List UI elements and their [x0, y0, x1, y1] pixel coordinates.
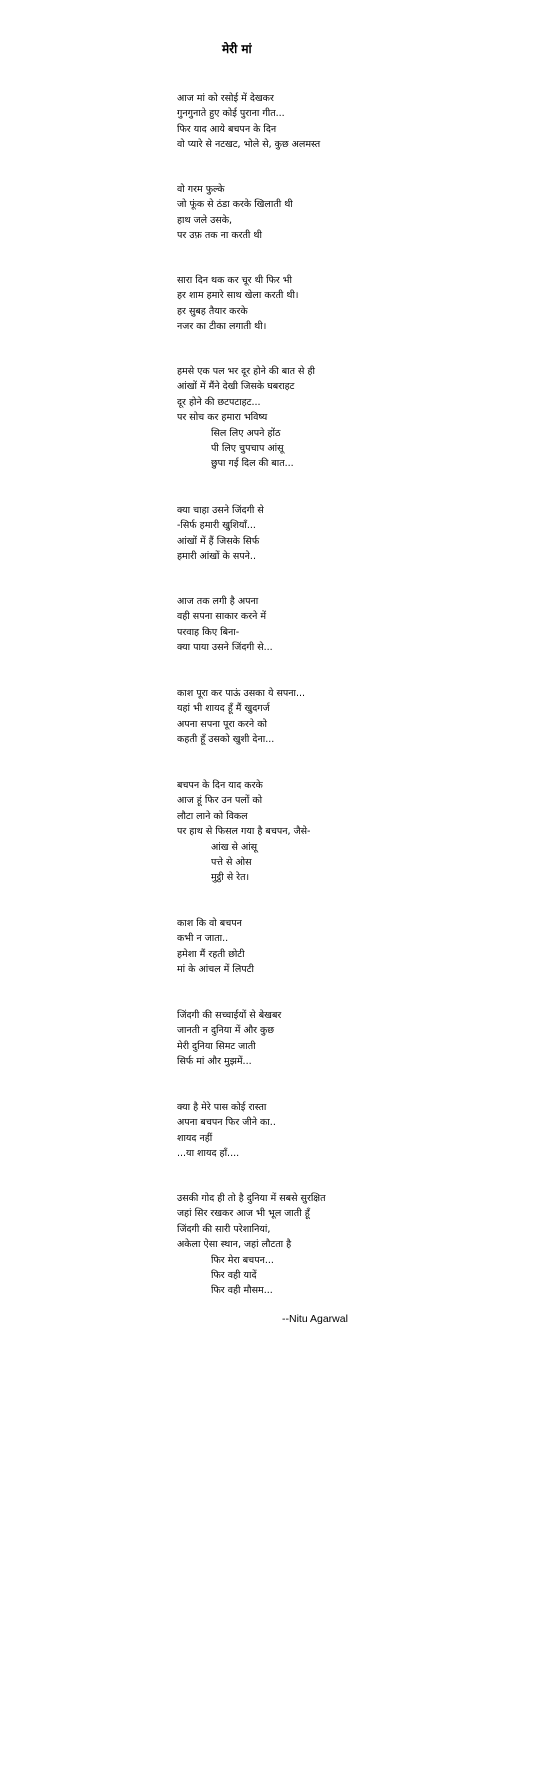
poem-line: काश कि वो बचपन	[177, 918, 242, 929]
stanza	[177, 91, 320, 153]
poem-line: आंखों में मैंने देखी जिसके घबराहट	[177, 381, 295, 393]
poem-line: जहां सिर रखकर आज भी भूल जाती हूँ	[177, 1208, 310, 1220]
poem-line: अपना सपना पूरा करने को	[177, 718, 267, 730]
poem-line: सारा दिन थक कर चूर थी फिर भी	[177, 275, 292, 286]
stanza	[177, 364, 315, 472]
stanza	[177, 273, 299, 335]
stanza	[177, 182, 293, 244]
poem-line: फिर मेरा बचपन...	[211, 1254, 274, 1266]
poem-line: वो गरम फुल्के	[177, 184, 225, 195]
poem-line: जिंदगी की सारी परेशानियां,	[177, 1223, 271, 1235]
poem-line: शायद नहीं	[177, 1132, 213, 1144]
poem-line: वो प्यारे से नटखट, भोले से, कुछ अलमस्त	[177, 139, 321, 151]
poem-line: -सिर्फ हमारी खुशियाँ...	[177, 520, 256, 532]
poem-line: आंख से आंसू	[211, 841, 258, 853]
poem-line: आज मां को रसोई में देखकर	[177, 93, 274, 104]
poem-line: मां के आंचल में लिपटी	[177, 964, 254, 976]
poem-line: पर हाथ से फिसल गया है बचपन, जैसे-	[177, 826, 311, 838]
poem-line: आज हूं फिर उन पलों को	[177, 795, 263, 807]
stanza	[177, 503, 264, 565]
author-signature: --Nitu Agarwal	[282, 1313, 348, 1325]
poem-line: हर सुबह तैयार करके	[177, 305, 248, 317]
poem-line: दूर होने की छटपटाहट...	[177, 396, 261, 408]
poem-line: जिंदगी की सच्चाईयों से बेखबर	[177, 1010, 282, 1021]
poem-line: यहां भी शायद हूँ मैं खुदगर्ज	[177, 703, 270, 715]
poem-line: हमेशा मैं रहती छोटी	[177, 948, 245, 960]
stanza	[177, 916, 254, 978]
poem-line: हाथ जले उसके,	[177, 214, 233, 226]
poem-line: गुनगुनाते हुए कोई पुराना गीत...	[177, 108, 285, 120]
poem-line: हमारी आंखों के सपने..	[177, 551, 256, 563]
poem-line: फिर याद आये बचपन के दिन	[177, 123, 277, 135]
poem-line: ...या शायद हाँ....	[177, 1148, 240, 1160]
poem-line: लौटा लाने को विकल	[177, 810, 248, 822]
poem-line: मेरी दुनिया सिमट जाती	[177, 1040, 256, 1052]
poem-line: जानती न दुनिया में और कुछ	[177, 1025, 275, 1037]
poem-line: पर उफ़ तक ना करती थी	[177, 230, 262, 242]
poem-line: पत्ते से ओस	[211, 856, 252, 868]
stanza	[177, 1100, 276, 1162]
poem-line: कहती हूँ उसको खुशी देना...	[177, 734, 275, 746]
stanza	[177, 1008, 281, 1070]
poem-line: फिर वही मौसम...	[211, 1285, 273, 1297]
poem-line: क्या चाहा उसने जिंदगी से	[177, 505, 264, 516]
stanza	[177, 686, 305, 748]
poem-title: मेरी मां	[222, 42, 252, 56]
stanza	[177, 1191, 326, 1299]
poem-line: नजर का टीका लगाती थी।	[177, 321, 267, 333]
poem-line: आंखों में हैं जिसके सिर्फ	[177, 535, 260, 547]
poem-line: क्या है मेरे पास कोई रास्ता	[177, 1102, 267, 1113]
poem-line: अकेला ऐसा स्थान, जहां लौटता है	[177, 1239, 292, 1251]
poem-line: काश पूरा कर पाऊं उसका ये सपना...	[177, 688, 306, 699]
stanza	[177, 778, 310, 886]
poem-line: वही सपना साकार करने में	[177, 611, 267, 623]
poem-line: कभी न जाता..	[177, 933, 229, 945]
poem-line: बचपन के दिन याद करके	[177, 780, 263, 791]
poem-line: अपना बचपन फिर जीने का..	[177, 1117, 276, 1129]
poem-line: मुट्ठी से रेत।	[211, 872, 250, 884]
poem-line: जो फूंक से ठंडा करके खिलाती थी	[177, 199, 293, 211]
poem-line: सिल लिए अपने होंठ	[211, 427, 281, 439]
poem-line: हमसे एक पल भर दूर होने की बात से ही	[177, 366, 315, 377]
poem-line: आज तक लगी है अपना	[177, 596, 259, 607]
poem-line: परवाह किए बिना-	[177, 626, 240, 638]
poem-line: पी लिए चुपचाप आंसू	[211, 442, 284, 454]
poem-line: सिर्फ मां और मुझमें...	[177, 1056, 252, 1068]
poem-line: फिर वही यादें	[211, 1269, 257, 1281]
poem-line: क्या पाया उसने जिंदगी से...	[177, 642, 273, 654]
stanza	[177, 594, 273, 656]
poem-line: हर शाम हमारे साथ खेला करती थी।	[177, 290, 299, 302]
poem-line: पर सोच कर हमारा भविष्य	[177, 412, 268, 424]
poem-line: उसकी गोद ही तो है दुनिया में सबसे सुरक्षित	[177, 1193, 326, 1204]
poem-line: छुपा गई दिल की बात...	[211, 458, 294, 470]
